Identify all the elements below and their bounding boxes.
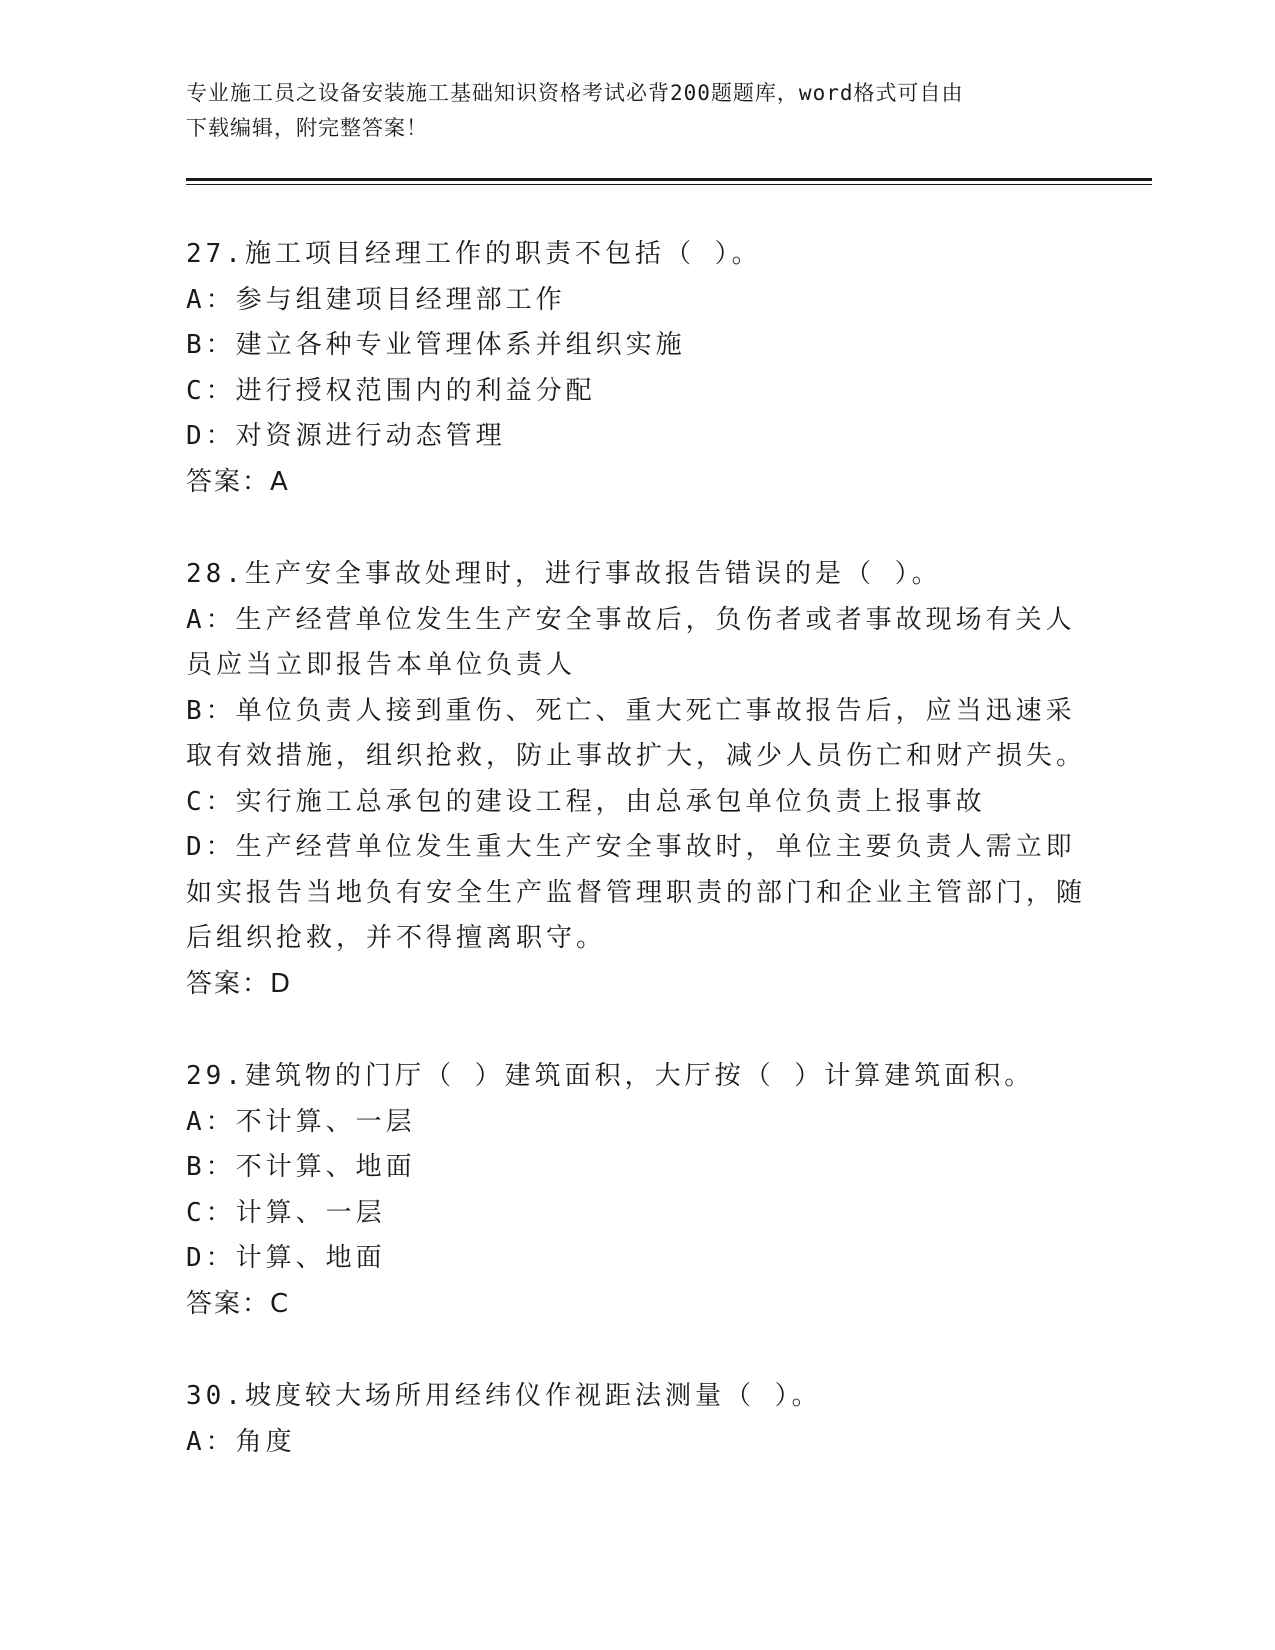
option-c: C：计算、一层 <box>186 1197 386 1228</box>
question-stem: 30.坡度较大场所用经纬仪作视距法测量（ ）。 <box>186 1381 822 1411</box>
header-rule-thick <box>186 178 1152 181</box>
option-b: B：建立各种专业管理体系并组织实施 <box>186 330 686 360</box>
option-d: D：对资源进行动态管理 <box>186 421 506 451</box>
option-b: B：单位负责人接到重伤、死亡、重大死亡事故报告后，应当迅速采取有效措施，组织抢救，防止事故扩大，减少人员伤亡和财产损失。 <box>186 695 1087 771</box>
question-stem: 27.施工项目经理工作的职责不包括（ ）。 <box>186 239 762 269</box>
question-27 <box>186 232 1086 505</box>
question-28 <box>186 552 1086 1007</box>
header-line-2: 下载编辑，附完整答案！ <box>186 116 428 140</box>
option-c: C：实行施工总承包的建设工程，由总承包单位负责上报事故 <box>186 786 986 817</box>
header-line-1: 专业施工员之设备安装施工基础知识资格考试必背200题题库，word格式可自由 <box>186 81 964 105</box>
option-d: D：计算、地面 <box>186 1243 386 1273</box>
option-a: A：生产经营单位发生生产安全事故后，负伤者或者事故现场有关人员应当立即报告本单位负责人 <box>186 604 1076 680</box>
option-a: A：角度 <box>186 1426 296 1457</box>
option-d: D：生产经营单位发生重大生产安全事故时，单位主要负责人需立即如实报告当地负有安全生产监督管理职责的部门和企业主管部门，随后组织抢救，并不得擅离职守。 <box>186 832 1087 953</box>
question-29 <box>186 1054 1086 1327</box>
option-b: B：不计算、地面 <box>186 1152 416 1182</box>
question-stem: 28.生产安全事故处理时，进行事故报告错误的是（ ）。 <box>186 559 942 589</box>
answer: 答案：D <box>186 968 293 999</box>
option-a: A：参与组建项目经理部工作 <box>186 284 566 315</box>
answer: 答案：A <box>186 466 290 497</box>
header-rule-thin <box>186 184 1152 185</box>
question-30 <box>186 1374 1086 1465</box>
answer: 答案：C <box>186 1288 291 1319</box>
document-header <box>186 76 1066 146</box>
question-stem: 29.建筑物的门厅（ ）建筑面积，大厅按（ ）计算建筑面积。 <box>186 1061 1035 1091</box>
option-c: C：进行授权范围内的利益分配 <box>186 375 596 406</box>
option-a: A：不计算、一层 <box>186 1106 416 1137</box>
